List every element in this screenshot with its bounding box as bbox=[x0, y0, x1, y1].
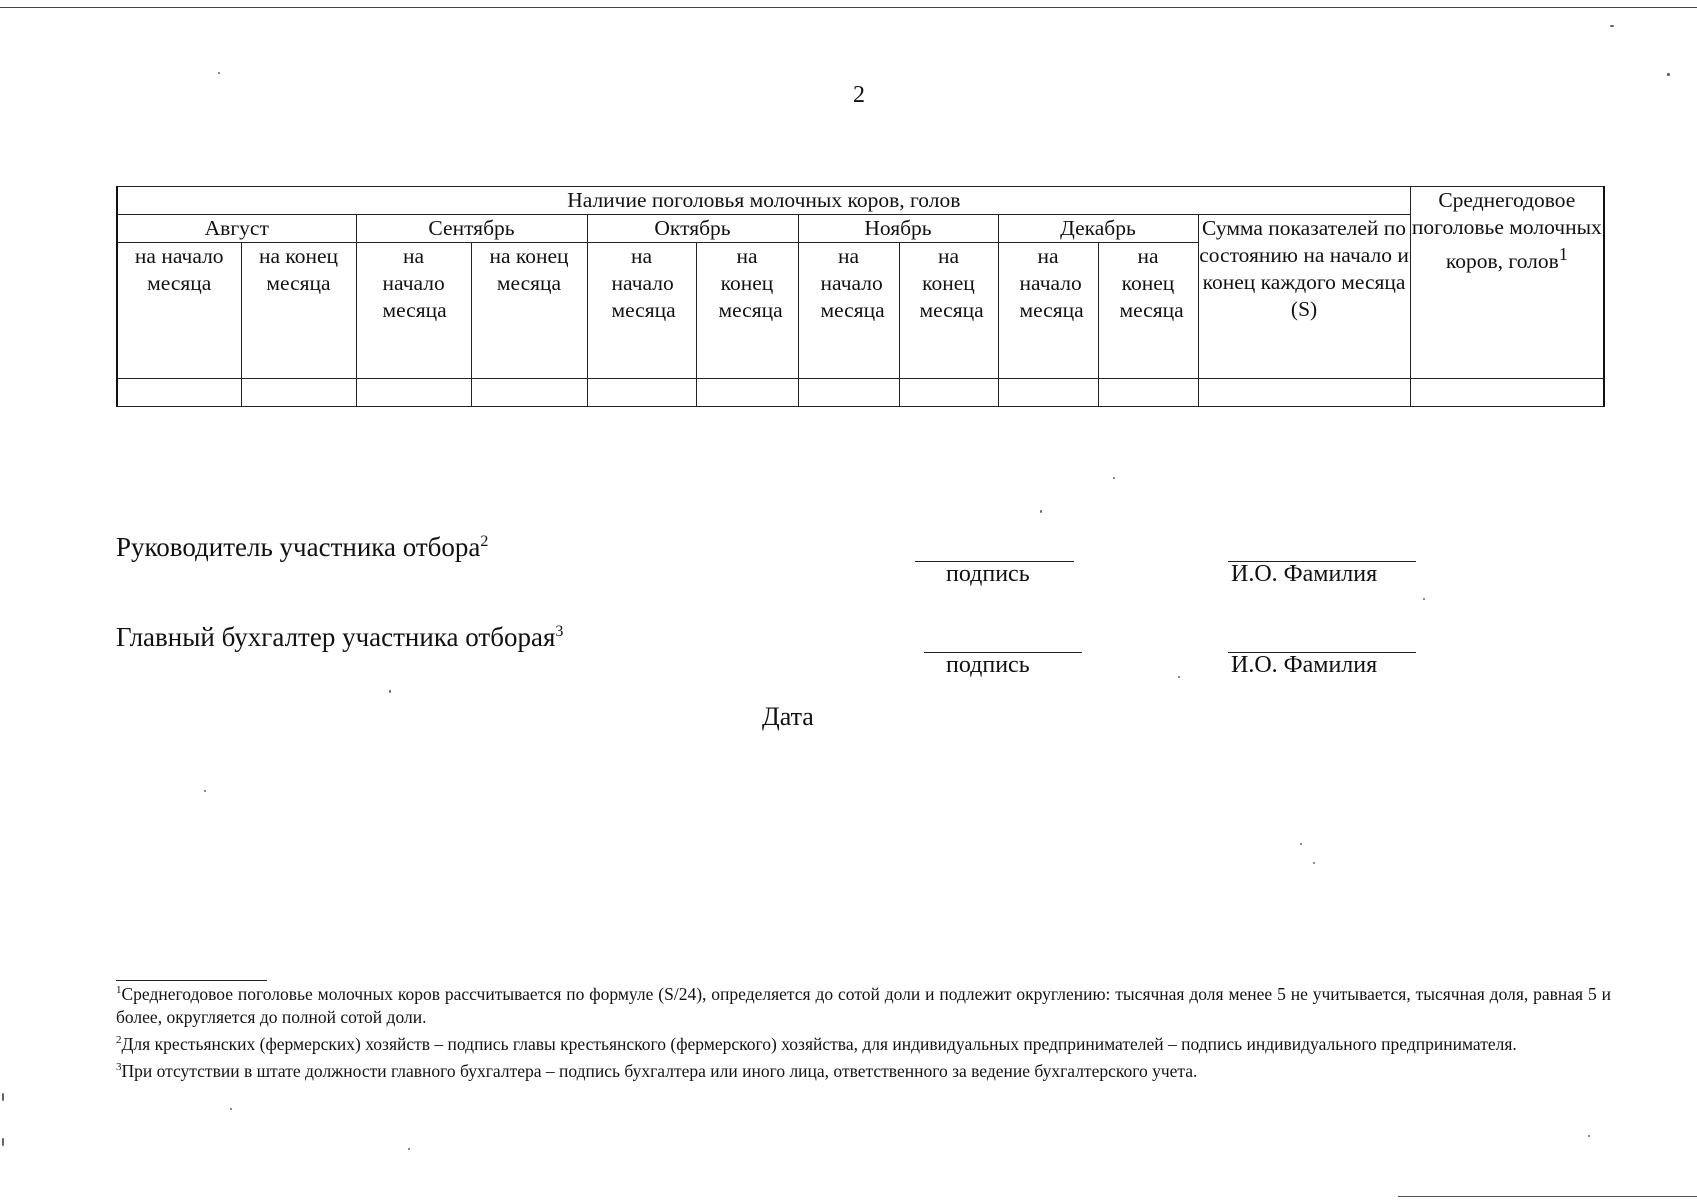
footnotes bbox=[116, 979, 1611, 1082]
head-signature-caption: подпись bbox=[946, 561, 1030, 587]
dairy-cows-table bbox=[116, 186, 1605, 407]
footnote-3-text: При отсутствии в штате должности главного бухгалтера – подпись бухгалтера или иного лица, ответственного за ведение бухгалтерского учета. bbox=[121, 1060, 1198, 1081]
top-page-edge-rule bbox=[0, 7, 1697, 8]
scan-speck bbox=[1313, 862, 1315, 864]
data-cell bbox=[1410, 379, 1604, 407]
month-header-october: Октябрь bbox=[587, 215, 798, 243]
december-start-header: на начало месяца bbox=[998, 243, 1098, 379]
page-number: 2 bbox=[853, 82, 865, 108]
footnote-2-text: Для крестьянских (фермерских) хозяйств – подпись главы крестьянского (фермерского) хозяйства, для индивидуальных предпринимателей – подпись индивидуального предпринимателя. bbox=[121, 1033, 1517, 1054]
data-cell bbox=[356, 379, 471, 407]
footnote-1-text: Среднегодовое поголовье молочных коров рассчитывается по формуле (S/24), определяется до сотой доли и подлежит округлению: тысячная доля менее 5 не учитывается, тысячная доля, равная 5 и более, округляется до полной сотой доли. bbox=[116, 983, 1611, 1027]
september-start-header: на начало месяца bbox=[356, 243, 471, 379]
scan-speck bbox=[1588, 1135, 1590, 1137]
data-cell bbox=[471, 379, 587, 407]
head-signature-title-text: Руководитель участника отбора bbox=[116, 532, 481, 562]
head-signature-title bbox=[116, 532, 488, 563]
november-end-header: на конец месяца bbox=[899, 243, 998, 379]
footnote-2-mark: 2 bbox=[116, 1033, 122, 1046]
october-end-header: на конец месяца bbox=[696, 243, 798, 379]
scan-speck bbox=[408, 1148, 410, 1150]
october-start-header: на начало месяца bbox=[587, 243, 696, 379]
footnote-1-mark: 1 bbox=[116, 984, 122, 996]
accountant-signature-title bbox=[116, 622, 563, 653]
main-header-cell: Наличие поголовья молочных коров, голов bbox=[117, 187, 1410, 215]
accountant-name-caption: И.О. Фамилия bbox=[1231, 652, 1378, 678]
september-end-header: на конец месяца bbox=[471, 243, 587, 379]
footnote-3 bbox=[116, 1056, 1611, 1083]
scan-speck bbox=[1423, 598, 1425, 600]
accountant-signature-caption: подпись bbox=[946, 652, 1030, 678]
data-cell bbox=[998, 379, 1098, 407]
data-cell bbox=[798, 379, 899, 407]
table-row bbox=[117, 379, 1604, 407]
data-cell bbox=[1198, 379, 1410, 407]
month-header-august: Август bbox=[117, 215, 356, 243]
average-header-text: Среднегодовое поголовье молочных коров, голов bbox=[1411, 188, 1602, 274]
footnote-3-mark: 3 bbox=[116, 1060, 122, 1073]
scan-speck bbox=[1610, 25, 1614, 27]
august-end-header: на конец месяца bbox=[241, 243, 356, 379]
scan-speck bbox=[2, 1093, 4, 1101]
data-cell bbox=[899, 379, 998, 407]
data-cell bbox=[696, 379, 798, 407]
scan-speck bbox=[204, 790, 206, 792]
data-cell bbox=[587, 379, 696, 407]
month-header-december: Декабрь bbox=[998, 215, 1198, 243]
month-header-november: Ноябрь bbox=[798, 215, 998, 243]
scan-speck bbox=[1178, 676, 1180, 678]
scan-speck bbox=[230, 1108, 232, 1110]
november-start-header: на начало месяца bbox=[798, 243, 899, 379]
month-header-september: Сентябрь bbox=[356, 215, 587, 243]
scan-speck bbox=[389, 690, 391, 693]
accountant-footnote-mark: 3 bbox=[555, 623, 564, 640]
december-end-header: на конец месяца bbox=[1098, 243, 1198, 379]
scan-speck bbox=[1300, 843, 1302, 845]
scan-speck bbox=[1113, 477, 1115, 479]
footnote-2 bbox=[116, 1029, 1611, 1056]
head-name-caption: И.О. Фамилия bbox=[1231, 561, 1378, 587]
average-footnote-mark: 1 bbox=[1558, 244, 1568, 264]
data-cell bbox=[241, 379, 356, 407]
bottom-page-edge-rule bbox=[1398, 1196, 1697, 1197]
scan-speck bbox=[218, 72, 220, 74]
scan-speck bbox=[1040, 510, 1042, 513]
scan-speck bbox=[2, 1138, 4, 1146]
date-label: Дата bbox=[762, 702, 814, 731]
data-cell bbox=[1098, 379, 1198, 407]
accountant-signature-title-text: Главный бухгалтер участника отборая bbox=[116, 622, 556, 652]
august-start-header: на начало месяца bbox=[117, 243, 241, 379]
scan-speck bbox=[1667, 73, 1670, 76]
data-cell bbox=[117, 379, 241, 407]
sum-header-cell: Сумма показателей по состоянию на начало и конец каждого месяца (S) bbox=[1198, 215, 1410, 379]
average-header-cell bbox=[1410, 187, 1604, 379]
footnote-1 bbox=[116, 979, 1611, 1029]
head-footnote-mark: 2 bbox=[480, 533, 489, 550]
